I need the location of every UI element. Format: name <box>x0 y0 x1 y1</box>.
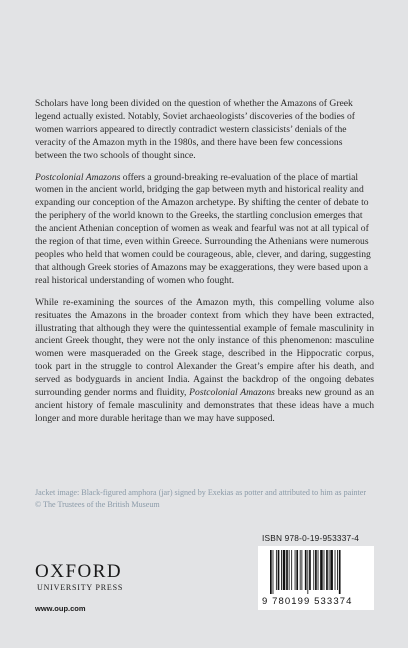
publisher-logo <box>35 562 123 592</box>
blurb-paragraph-2-text: offers a ground-breaking re-evaluation of the place of martial women in the ancient world, bridging the gap between myth and historical reality and expanding our conception of the Amazon archetype. By shifting the center of debate to the periphery of the world known to the Greeks, the startling conclusion emerges that the ancient Athenian conception of women as weak and fearful was not at all typical of the region of that time, even within Greece. Surrounding the Athenians were numerous peoples who held that women could be courageous, able, clever, and daring, suggesting that although Greek stories of Amazons may be exaggerations, they were based upon a real historical understanding of women who fought. <box>35 171 371 286</box>
barcode-bar <box>329 550 330 590</box>
blurb-paragraph-1: Scholars have long been divided on the question of whether the Amazons of Greek legend actually existed. Notably, Soviet archaeologists’ discoveries of the bodies of women warriors appeared to directly contradict western classicists’ denials of the veracity of the Amazon myth in the 1980s, and there have been few concessions between the two schools of thought since. <box>35 98 355 161</box>
barcode-bar <box>276 550 277 590</box>
barcode-bar <box>281 550 282 590</box>
publisher-website: www.oup.com <box>35 604 86 613</box>
barcode-bar <box>335 550 336 590</box>
barcode-bar <box>339 550 341 594</box>
barcode-bar <box>291 550 292 590</box>
book-title: Postcolonial Amazons <box>35 171 121 183</box>
barcode-bar <box>278 550 280 590</box>
publisher-subtitle: UNIVERSITY PRESS <box>37 583 124 592</box>
barcode-digits: 9 780199 533374 <box>262 596 353 607</box>
barcode-bar <box>307 550 308 594</box>
barcode-bar <box>324 550 325 590</box>
blurb-paragraph-3 <box>35 297 374 426</box>
credit-line-1: Jacket image: Black-figured amphora (jar) signed by Exekias as potter and attributed to him as painter <box>35 488 367 497</box>
barcode-bar <box>301 550 302 590</box>
barcode-bar <box>313 550 314 590</box>
barcode-bar <box>289 550 290 590</box>
barcode-bar <box>300 550 301 590</box>
book-title: Postcolonial Amazons <box>189 387 275 399</box>
barcode-bar <box>270 550 272 594</box>
blurb-paragraph-3-start: While re-examining the sources of the Amazon myth, this compelling volume also resituates the Amazons in the broader context from which they have been extracted, illustrating that although they were the quintessential example of female masculinity in ancient Greek thought, they were not the only instance of this phenomenon: masculine women were masqueraded on the Greek stage, described in the Hippocratic corpus, took part in the struggle to control Alexander the Great’s empire after his death, and served as bodyguards in ancient India. Against the backdrop of the ongoing debates surrounding gender norms and fluidity, <box>35 296 374 399</box>
credit-line-2: © The Trustees of the British Museum <box>35 499 160 509</box>
barcode-bar <box>318 550 319 590</box>
isbn-label: ISBN 978-0-19-953337-4 <box>262 533 360 543</box>
barcode-bar <box>309 550 311 590</box>
barcode-bar <box>273 550 274 594</box>
barcode-bar <box>286 550 288 590</box>
blurb <box>35 98 374 435</box>
jacket-image-credit <box>35 487 375 510</box>
barcode-bar <box>326 550 328 590</box>
barcode-bar <box>283 550 286 590</box>
barcode-bar <box>330 550 333 590</box>
barcode-bar <box>305 550 307 590</box>
barcode-bar <box>337 550 338 590</box>
barcode-bars <box>270 550 362 594</box>
barcode <box>258 546 374 610</box>
blurb-paragraph-2 <box>35 172 374 288</box>
barcode-bar <box>296 550 298 590</box>
barcode-bar <box>295 550 296 590</box>
blurb-paragraph-3-end: breaks new ground as an ancient history of female masculinity and demonstrates that these ideas have a much longer and more durable heritage than we may have supposed. <box>35 387 375 424</box>
barcode-bar <box>315 550 317 590</box>
barcode-bar <box>320 550 323 590</box>
publisher-name: OXFORD <box>35 561 123 582</box>
